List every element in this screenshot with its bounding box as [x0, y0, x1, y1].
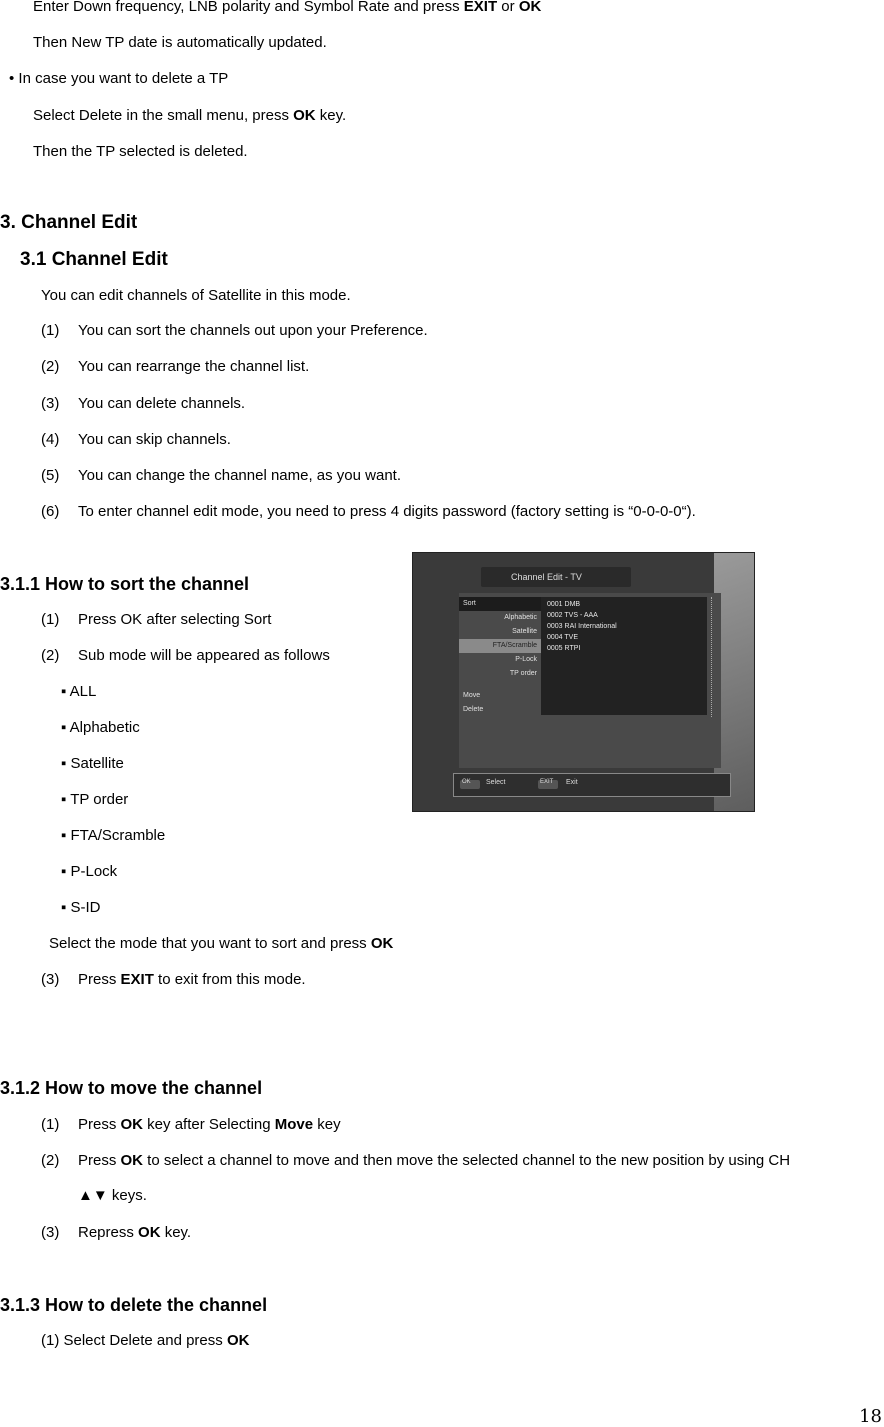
screenshot-footer [453, 773, 731, 797]
list-item-num: (5) [41, 467, 60, 484]
screenshot-menu-item: Move [463, 692, 481, 699]
subsection-title: 3.1 Channel Edit [20, 249, 168, 270]
list-item: You can change the channel name, as you want. [78, 467, 402, 484]
screenshot-channel: 0001 DMB [547, 601, 581, 608]
list-item-num: (2) [41, 358, 60, 375]
screenshot-select-label: Select [486, 779, 506, 786]
sort-step: Press OK after selecting Sort [78, 611, 272, 628]
move-step: Press OK to select a channel to move and then move the selected channel to the new position by using CH [78, 1152, 791, 1169]
list-item: You can skip channels. [78, 431, 231, 448]
screenshot-menu-item: P-Lock [515, 656, 537, 663]
move-step-num: (2) [41, 1152, 60, 1169]
move-step-num: (1) [41, 1116, 60, 1133]
sort-step: Press EXIT to exit from this mode. [78, 971, 306, 988]
screenshot-exit-key-label: EXIT [540, 779, 554, 785]
list-item: You can rearrange the channel list. [78, 358, 310, 375]
list-item: You can sort the channels out upon your Preference. [78, 322, 428, 339]
screenshot-menu-item: TP order [509, 670, 537, 677]
screenshot-menu-item: Alphabetic [504, 614, 537, 621]
screenshot-menu-item: Sort [459, 597, 541, 611]
sort-step: Sub mode will be appeared as follows [78, 647, 330, 664]
intro-line-4: Select Delete in the small menu, press OK key. [33, 107, 347, 124]
intro-line-2: Then New TP date is automatically updated. [33, 34, 327, 51]
sort-mode-item: ▪ S-ID [61, 899, 101, 916]
screenshot-left-edge [413, 553, 453, 811]
screenshot-channel: 0002 TVS - AAA [547, 612, 598, 619]
move-step-continuation: ▲▼ keys. [78, 1187, 147, 1204]
sort-select-line: Select the mode that you want to sort and press OK [49, 935, 394, 952]
screenshot-channel-list [541, 597, 707, 715]
screenshot-exit-label: Exit [566, 779, 578, 786]
move-step: Repress OK key. [78, 1224, 192, 1241]
list-item-num: (4) [41, 431, 60, 448]
delete-title: 3.1.3 How to delete the channel [0, 1295, 268, 1315]
sort-title: 3.1.1 How to sort the channel [0, 574, 250, 594]
sort-step-num: (3) [41, 971, 60, 988]
screenshot-channel: 0004 TVE [547, 634, 579, 641]
sort-mode-item: ▪ ALL [61, 683, 97, 700]
list-item-num: (3) [41, 395, 60, 412]
move-step: Press OK key after Selecting Move key [78, 1116, 341, 1133]
screenshot-menu-item: Delete [463, 706, 484, 713]
screenshot-menu-item: FTA/Scramble [459, 639, 541, 653]
list-item-num: (6) [41, 503, 60, 520]
sort-mode-item: ▪ P-Lock [61, 863, 118, 880]
list-item-num: (1) [41, 322, 60, 339]
screenshot-menu [459, 597, 541, 717]
list-item: To enter channel edit mode, you need to press 4 digits password (factory setting is “0-0-0-0“). [78, 503, 696, 520]
section-title: 3. Channel Edit [0, 212, 138, 233]
intro-line-5: Then the TP selected is deleted. [33, 143, 248, 160]
page-number: 18 [859, 1406, 882, 1427]
sort-mode-item: ▪ FTA/Scramble [61, 827, 166, 844]
intro-line-1: Enter Down frequency, LNB polarity and Symbol Rate and press EXIT or OK [33, 0, 542, 15]
sort-mode-item: ▪ TP order [61, 791, 129, 808]
sort-step-num: (2) [41, 647, 60, 664]
screenshot-channel: 0005 RTPI [547, 645, 581, 652]
channel-edit-screenshot [412, 552, 755, 812]
intro-line-3: • In case you want to delete a TP [9, 70, 229, 87]
screenshot-title: Channel Edit - TV [481, 567, 631, 587]
list-item: You can delete channels. [78, 395, 246, 412]
move-step-num: (3) [41, 1224, 60, 1241]
sort-mode-item: ▪ Satellite [61, 755, 124, 772]
screenshot-channel: 0003 RAI International [547, 623, 617, 630]
screenshot-scrollbar [711, 597, 719, 717]
delete-step: (1) Select Delete and press OK [41, 1332, 250, 1349]
screenshot-ok-key-label: OK [462, 779, 471, 785]
move-title: 3.1.2 How to move the channel [0, 1078, 263, 1098]
sort-mode-item: ▪ Alphabetic [61, 719, 140, 736]
screenshot-menu-item: Satellite [512, 628, 537, 635]
section-lead: You can edit channels of Satellite in this mode. [41, 287, 351, 304]
sort-step-num: (1) [41, 611, 60, 628]
